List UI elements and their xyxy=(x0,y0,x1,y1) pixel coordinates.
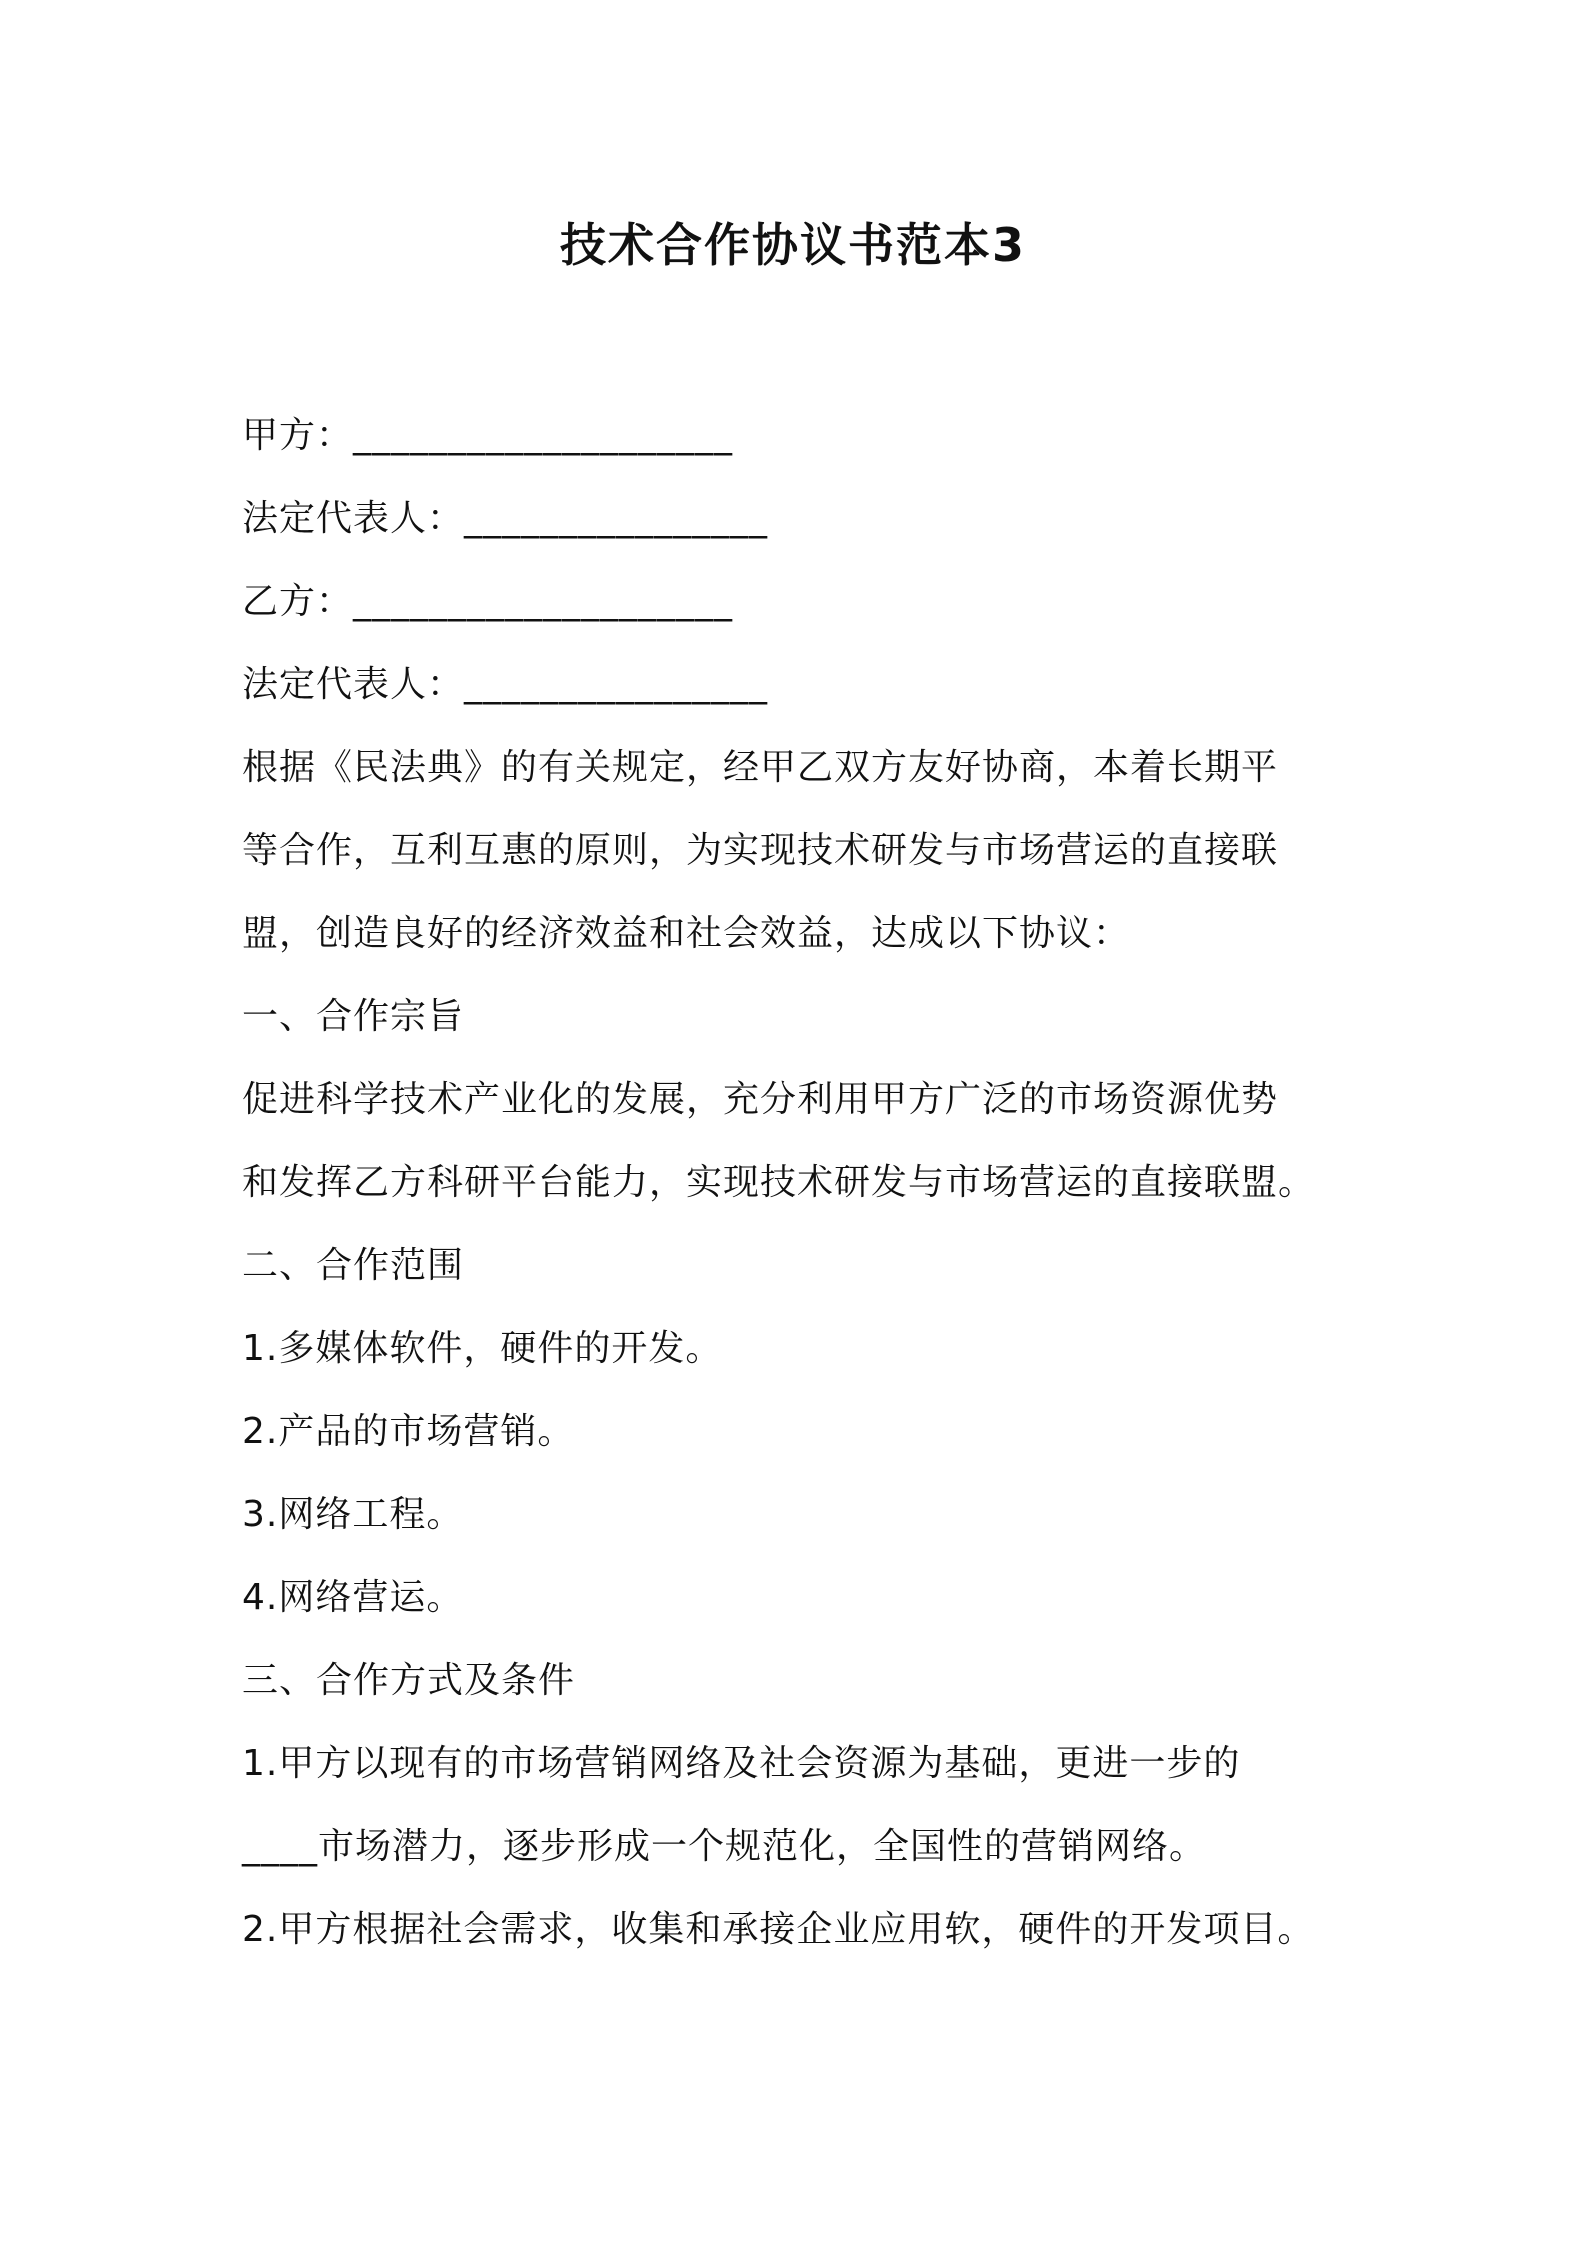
methods-item-2: 2.甲方根据社会需求，收集和承接企业应用软，硬件的开发项目。 xyxy=(242,1909,1315,1950)
scope-item-4: 4.网络营运。 xyxy=(242,1577,464,1618)
scope-item-1: 1.多媒体软件，硬件的开发。 xyxy=(242,1328,723,1369)
section-heading-scope: 二、合作范围 xyxy=(242,1245,465,1286)
party-b-representative-line: 法定代表人：________________ xyxy=(242,664,769,705)
methods-item-1-line-1: 1.甲方以现有的市场营销网络及社会资源为基础，更进一步的 xyxy=(242,1743,1241,1784)
document-title: 技术合作协议书范本3 xyxy=(559,218,1026,272)
party-a-representative-line: 法定代表人：________________ xyxy=(242,498,769,539)
preamble-line-2: 等合作，互利互惠的原则，为实现技术研发与市场营运的直接联 xyxy=(242,830,1279,871)
section-heading-methods: 三、合作方式及条件 xyxy=(242,1660,576,1701)
scope-item-2: 2.产品的市场营销。 xyxy=(242,1411,575,1452)
section-heading-purpose: 一、合作宗旨 xyxy=(242,996,465,1037)
methods-item-1-line-2: ____市场潜力，逐步形成一个规范化，全国性的营销网络。 xyxy=(242,1826,1207,1867)
scope-item-3: 3.网络工程。 xyxy=(242,1494,464,1535)
party-b-line: 乙方：____________________ xyxy=(242,581,734,622)
preamble-line-3: 盟，创造良好的经济效益和社会效益，达成以下协议： xyxy=(242,913,1131,954)
party-a-line: 甲方：____________________ xyxy=(242,415,734,456)
preamble-line-1: 根据《民法典》的有关规定，经甲乙双方友好协商，本着长期平 xyxy=(242,747,1279,788)
purpose-line-1: 促进科学技术产业化的发展，充分利用甲方广泛的市场资源优势 xyxy=(242,1079,1279,1120)
purpose-line-2: 和发挥乙方科研平台能力，实现技术研发与市场营运的直接联盟。 xyxy=(242,1162,1316,1203)
